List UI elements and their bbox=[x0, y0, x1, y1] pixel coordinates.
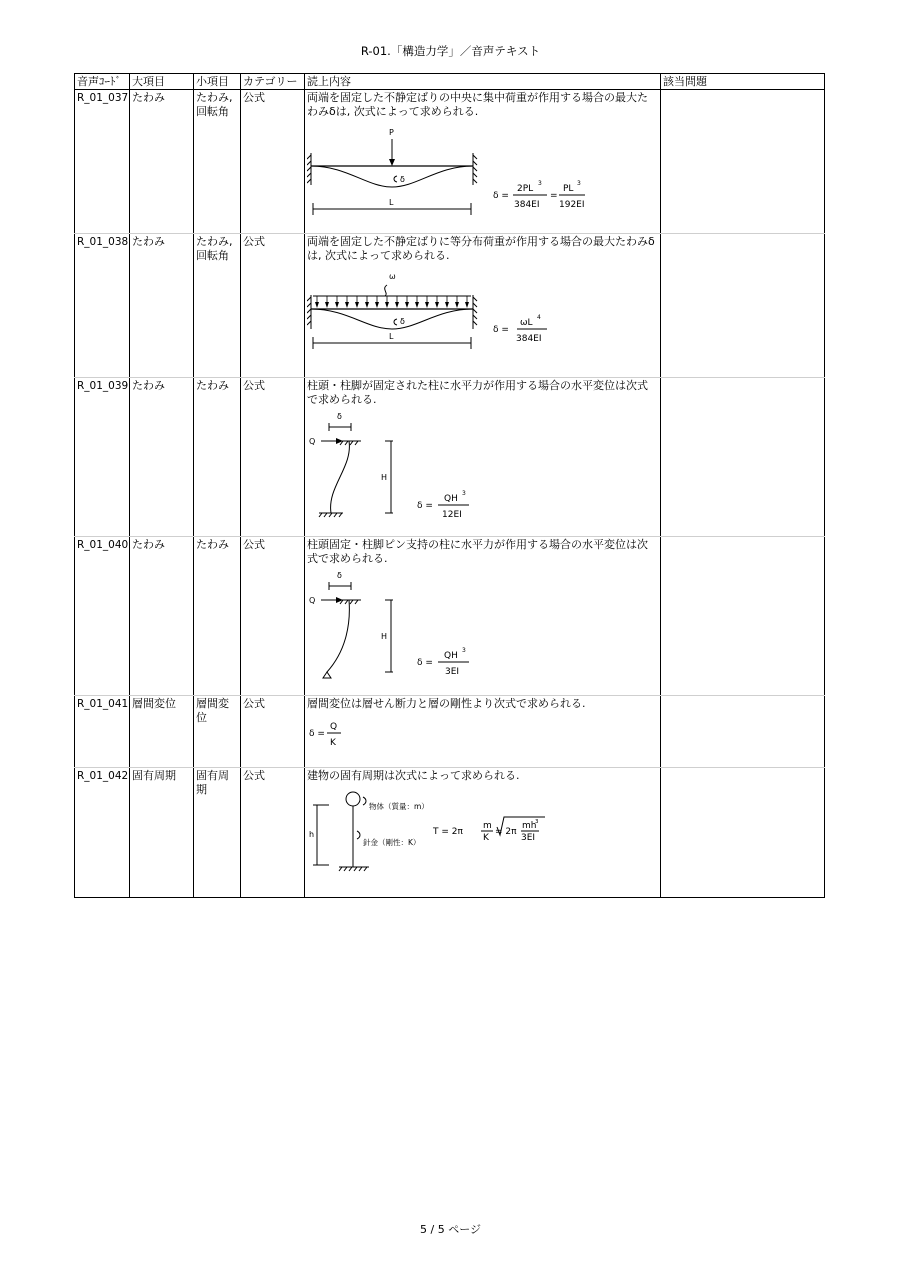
row-minor: 層間変位 bbox=[194, 696, 241, 768]
formula-exponent: 4 bbox=[537, 314, 541, 321]
header-code: 音声ｺｰﾄﾞ bbox=[75, 74, 130, 90]
row-text: 柱頭固定・柱脚ピン支持の柱に水平力が作用する場合の水平変位は次式で求められる. bbox=[307, 538, 648, 565]
table-header-row bbox=[75, 74, 825, 90]
header-category: カテゴリー bbox=[241, 74, 305, 90]
row-code: R_01_041 bbox=[75, 696, 130, 768]
table-row bbox=[75, 234, 825, 378]
row-related bbox=[661, 768, 825, 898]
table-row bbox=[75, 90, 825, 234]
formula-exponent-2: 3 bbox=[577, 180, 581, 187]
formula-exponent: 3 bbox=[462, 647, 466, 654]
row-major: たわみ bbox=[130, 378, 194, 537]
table-row bbox=[75, 696, 825, 768]
row-content bbox=[305, 90, 661, 234]
header-content: 読上内容 bbox=[305, 74, 661, 90]
row-code: R_01_042 bbox=[75, 768, 130, 898]
spring-label: 針金（剛性：K） bbox=[363, 838, 421, 847]
force-label: Q bbox=[309, 596, 316, 605]
row-category: 公式 bbox=[241, 378, 305, 537]
formula-denominator: 3EI bbox=[445, 667, 460, 677]
row-category: 公式 bbox=[241, 537, 305, 696]
formula-numerator: QH bbox=[444, 494, 458, 504]
audio-text-table bbox=[74, 73, 825, 898]
story-drift-formula bbox=[307, 711, 657, 751]
formula-lhs: δ = bbox=[417, 501, 433, 511]
formula-denominator-2: 3EI bbox=[521, 833, 536, 843]
row-related bbox=[661, 378, 825, 537]
table-row bbox=[75, 768, 825, 898]
mass-label: 物体（質量：m） bbox=[369, 802, 429, 811]
formula-exponent-2: 3 bbox=[535, 819, 539, 825]
fixed-beam-point-load-figure bbox=[307, 119, 657, 229]
row-category: 公式 bbox=[241, 234, 305, 378]
formula-equals: = bbox=[550, 191, 558, 201]
row-category: 公式 bbox=[241, 768, 305, 898]
row-major: 固有周期 bbox=[130, 768, 194, 898]
row-related bbox=[661, 696, 825, 768]
row-code: R_01_038 bbox=[75, 234, 130, 378]
row-category: 公式 bbox=[241, 696, 305, 768]
formula-numerator-2: PL bbox=[563, 184, 574, 194]
formula-denominator-2: 192EI bbox=[559, 200, 585, 210]
formula-equals: = 2π bbox=[495, 827, 517, 837]
formula-numerator: 2PL bbox=[517, 184, 534, 194]
pinned-column-horizontal-load-figure bbox=[307, 566, 657, 691]
height-label: H bbox=[381, 473, 388, 482]
row-content bbox=[305, 537, 661, 696]
table-row bbox=[75, 537, 825, 696]
row-text: 建物の固有周期は次式によって求められる. bbox=[307, 769, 520, 782]
formula-numerator-2: mh bbox=[522, 821, 537, 831]
table-row bbox=[75, 378, 825, 537]
formula-denominator: K bbox=[483, 833, 489, 843]
row-code: R_01_040 bbox=[75, 537, 130, 696]
formula-numerator: QH bbox=[444, 651, 458, 661]
row-major: 層間変位 bbox=[130, 696, 194, 768]
formula-numerator: ωL bbox=[520, 318, 533, 328]
formula-denominator: K bbox=[330, 738, 336, 748]
row-content bbox=[305, 234, 661, 378]
row-minor: たわみ, 回転角 bbox=[194, 90, 241, 234]
fixed-column-horizontal-load-figure bbox=[307, 407, 657, 532]
row-text: 両端を固定した不静定ばりに等分布荷重が作用する場合の最大たわみδは, 次式によって求められる. bbox=[307, 235, 655, 262]
natural-period-figure bbox=[307, 783, 657, 883]
deflection-label: δ bbox=[337, 412, 342, 421]
row-text: 柱頭・柱脚が固定された柱に水平力が作用する場合の水平変位は次式で求められる. bbox=[307, 379, 648, 406]
deflection-label: δ bbox=[400, 175, 405, 184]
header-minor: 小項目 bbox=[194, 74, 241, 90]
row-related bbox=[661, 234, 825, 378]
row-minor: たわみ bbox=[194, 537, 241, 696]
span-label: L bbox=[389, 198, 394, 207]
force-label: Q bbox=[309, 437, 316, 446]
header-major: 大項目 bbox=[130, 74, 194, 90]
row-content bbox=[305, 768, 661, 898]
formula-denominator: 384EI bbox=[516, 334, 542, 344]
row-content bbox=[305, 378, 661, 537]
row-related bbox=[661, 537, 825, 696]
fixed-beam-distributed-load-figure bbox=[307, 263, 657, 373]
row-category: 公式 bbox=[241, 90, 305, 234]
deflection-label: δ bbox=[400, 317, 405, 326]
row-code: R_01_039 bbox=[75, 378, 130, 537]
page-title: R-01.「構造力学」／音声テキスト bbox=[360, 44, 541, 58]
row-major: たわみ bbox=[130, 537, 194, 696]
height-label: H bbox=[381, 632, 388, 641]
row-minor: たわみ bbox=[194, 378, 241, 537]
row-minor: 固有周期 bbox=[194, 768, 241, 898]
formula-lhs: δ = bbox=[493, 325, 509, 335]
span-label: L bbox=[389, 332, 394, 341]
row-code: R_01_037 bbox=[75, 90, 130, 234]
formula-denominator: 384EI bbox=[514, 200, 540, 210]
row-related bbox=[661, 90, 825, 234]
formula-numerator: m bbox=[483, 821, 492, 831]
deflection-label: δ bbox=[337, 571, 342, 580]
header-related: 該当問題 bbox=[661, 74, 825, 90]
formula-lhs: T = 2π bbox=[433, 827, 463, 837]
formula-denominator: 12EI bbox=[442, 510, 462, 520]
load-label: P bbox=[389, 128, 394, 137]
height-label: h bbox=[309, 830, 315, 839]
formula-exponent: 3 bbox=[538, 180, 542, 187]
row-content bbox=[305, 696, 661, 768]
formula-numerator: Q bbox=[330, 722, 338, 732]
formula-exponent: 3 bbox=[462, 490, 466, 497]
formula-lhs: δ = bbox=[493, 191, 509, 201]
formula-lhs: δ = bbox=[309, 729, 325, 739]
row-minor: たわみ, 回転角 bbox=[194, 234, 241, 378]
load-label: ω bbox=[389, 272, 396, 281]
row-major: たわみ bbox=[130, 234, 194, 378]
row-text: 層間変位は層せん断力と層の剛性より次式で求められる. bbox=[307, 697, 586, 710]
row-major: たわみ bbox=[130, 90, 194, 234]
row-text: 両端を固定した不静定ばりの中央に集中荷重が作用する場合の最大たわみδは, 次式によって求められる. bbox=[307, 91, 648, 118]
page-number: 5 / 5 ページ bbox=[420, 1223, 481, 1236]
formula-lhs: δ = bbox=[417, 658, 433, 668]
